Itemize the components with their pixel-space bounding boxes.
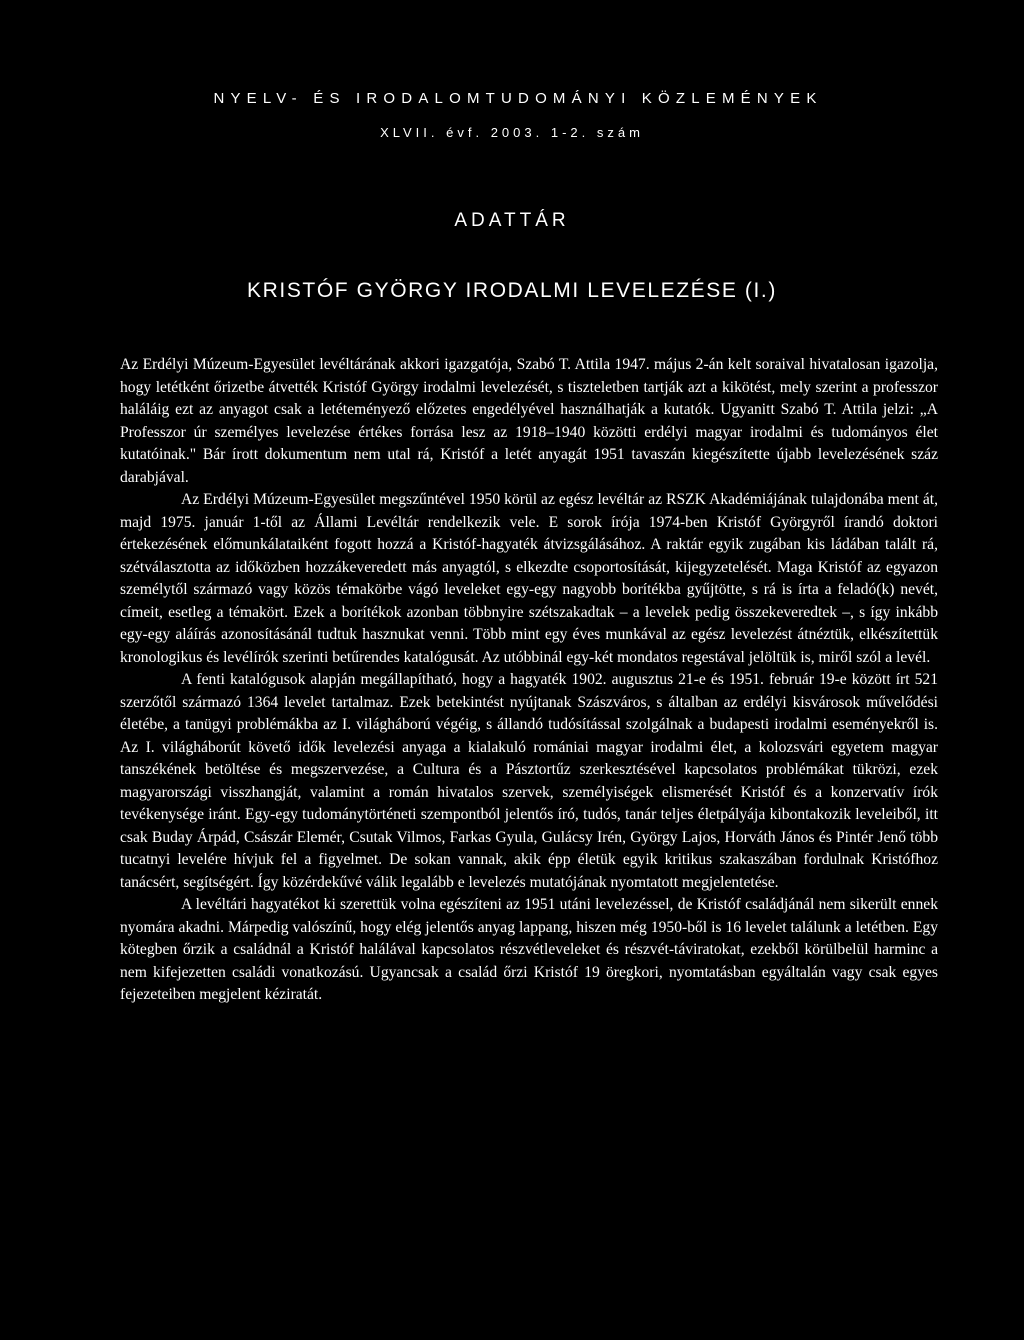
article-body: [120, 354, 938, 1007]
paragraph-3: A fenti katalógusok alapján megállapítható, hogy a hagyaték 1902. augusztus 21-e és 1951. február 19-e között írt 521 szerzőtől származó 1364 levelet tartalmaz. Ezek betekintést nyújtanak Szászváros, s általban az erdélyi kisvárosok művelődési életébe, a tanügyi problémákba az I. világháború végéig, s állandó tudósítással szolgálnak a budapesti irodalmi eseményekről is. Az I. világháborút követő idők levelezési anyaga a kialakuló romániai magyar irodalmi élet, a kolozsvári egyetem magyar tanszékének betöltése és megszervezése, a Cultura és a Pásztortűz szerkesztésével kapcsolatos problémákat tükrözi, ezek magyarországi visszhangját, valamint a román hivatalos szervek, személyiségek elismerését Kristóf és a konzervatív írók tevékenysége iránt. Egy-egy tudománytörténeti szempontból jelentős író, tudós, tanár teljes életpályája kibontakozik leveleiből, itt csak Buday Árpád, Császár Elemér, Csutak Vilmos, Farkas Gyula, Gulácsy Irén, György Lajos, Horváth János és Pintér Jenő több tucatnyi levelére hívjuk fel a figyelmet. De sokan vannak, akik épp életük egyik kritikus szakaszában fordulnak Kristófhoz tanácsért, segítségért. Így közérdekűvé válik legalább e levelezés mutatójának nyomtatott megjelentetése.: [120, 671, 938, 891]
journal-header: [0, 90, 1024, 140]
paragraph-4: A levéltári hagyatékot ki szerettük volna egészíteni az 1951 utáni levelezéssel, de Kristóf családjánál nem sikerült ennek nyomára akadni. Márpedig valószínű, hogy elég jelentős anyag lappang, hiszen még 1950-ből is 16 levelet találunk a letétben. Egy kötegben őrzik a családnál a Kristóf halálával kapcsolatos részvétleveleket és részvét-táviratokat, ezekből körülbelül harminc a nem kifejezetten családi vonatkozású. Ugyancsak a család őrzi Kristóf 19 öregkori, nyomtatásban egyáltalán vagy csak egyes fejezeteiben megjelent kéziratát.: [120, 896, 938, 1003]
paragraph-1: Az Erdélyi Múzeum-Egyesület levéltárának akkori igazgatója, Szabó T. Attila 1947. május 2-án kelt soraival hivatalosan igazolja, hogy letétként őrizetbe átvették Kristóf György irodalmi levelezését, s tiszteletben tartják azt a kikötést, mely szerint a professzor haláláig ezt az anyagot csak a letéteményező előzetes engedélyével használhatják a kutatók. Ugyanitt Szabó T. Attila jelzi: „A Professzor úr személyes levelezése értékes forrása lesz az 1918–1940 közötti erdélyi magyar irodalmi és tudományos élet kutatóinak." Bár írott dokumentum nem utal rá, Kristóf a letét anyagát 1951 tavaszán kiegészítette újabb levelezésének száz darabjával.: [120, 356, 938, 486]
section-title: ADATTÁR: [454, 210, 570, 231]
article-title: KRISTÓF GYÖRGY IRODALMI LEVELEZÉSE (I.): [247, 279, 777, 302]
journal-name: NYELV- ÉS IRODALOMTUDOMÁNYI KÖZLEMÉNYEK: [213, 90, 823, 107]
paragraph-2: Az Erdélyi Múzeum-Egyesület megszűntével 1950 körül az egész levéltár az RSZK Akadémiájának tulajdonába ment át, majd 1975. január 1-től az Állami Levéltár rendelkezik vele. E sorok írója 1974-ben Kristóf Györgyről írandó doktori értekezésének előmunkálataiként fogott hozzá a Kristóf-hagyaték átvizsgálásához. A raktár egyik zugában kis ládában talált rá, szétválasztotta az időközben hozzákeveredett más anyagtól, s elkezdte csoportosítását, kijegyzetelését. Maga Kristóf az egyazon személytől származó vagy közös témakörbe vágó leveleket egy-egy nagyobb borítékba gyűjtötte, s rá is írta a feladó(k) nevét, címeit, esetleg a témakört. Ezek a borítékok azonban többnyire szétszakadtak – a levelek pedig összekeveredtek –, s így inkább egy-egy aláírás azonosításánál tudtuk hasznukat venni. Több mint egy éves munkával az egész levelezést átnéztük, elkészítettük kronologikus és levélírók szerinti betűrendes katalógusát. Az utóbbinál egy-két mondatos regestával jelöltük is, miről szól a levél.: [120, 491, 938, 666]
journal-issue: XLVII. évf. 2003. 1-2. szám: [380, 125, 644, 140]
